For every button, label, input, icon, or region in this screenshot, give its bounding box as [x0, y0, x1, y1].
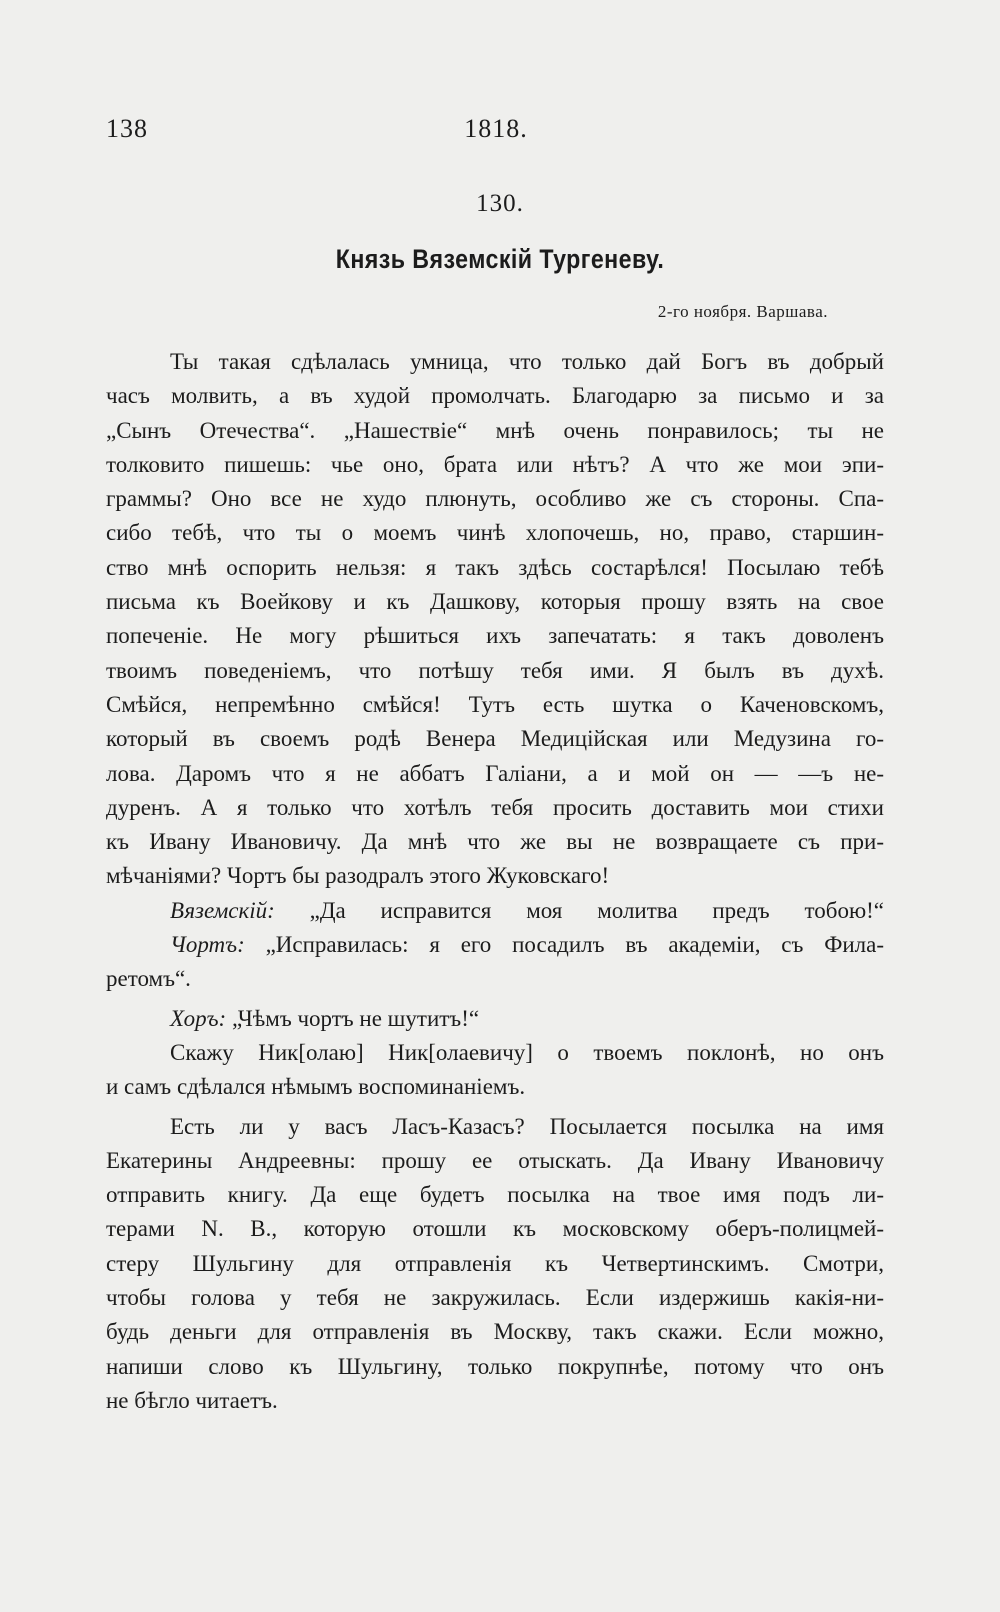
running-year: 1818. [464, 114, 528, 143]
text-line: мѣчаніями? Чортъ бы разодралъ этого Жуковскаго! [106, 863, 610, 889]
text-line: стеру Шульгину для отправленія къ Четвертинскимъ. Смотри, [106, 1250, 884, 1276]
page-number: 138 [106, 114, 148, 143]
text-line: письма къ Воейкову и къ Дашкову, которыя прошу взять на свое [106, 589, 884, 615]
dialogue-line [106, 1002, 884, 1036]
text-line: чтобы голова у тебя не закружилась. Если издержишь какія-ни- [106, 1285, 884, 1311]
text-line: терами N. В., которую отошли къ московскому оберъ-полицмей- [106, 1216, 884, 1242]
text-line: „Сынъ Отечества“. „Нашествіе“ мнѣ очень понравилось; ты не [106, 417, 884, 443]
dialogue-line [106, 928, 884, 962]
text-line: твоимъ поведеніемъ, что потѣшу тебя ими. Я былъ въ духѣ. [106, 657, 884, 683]
text-line: Ты такая сдѣлалась умница, что только дай Богъ въ добрый [170, 349, 884, 374]
letter-title: Князь Вяземскій Тургеневу. [335, 244, 665, 274]
letter-number: 130. [476, 190, 524, 217]
text-line: Смѣйся, непремѣнно смѣйся! Тутъ есть шутка о Каченовскомъ, [106, 691, 884, 717]
text-line: толковито пишешь: чье оно, брата или нѣтъ? А что же мои эпи- [106, 451, 884, 477]
text-line: граммы? Оно все не худо плюнуть, особливо же съ стороны. Спа- [106, 486, 884, 512]
text-line: не бѣгло читаетъ. [106, 1387, 278, 1413]
running-header [106, 114, 886, 154]
text-line: Екатерины Андреевны: прошу ее отыскать. Да Ивану Ивановичу [106, 1147, 884, 1173]
dialogue-speaker: Вяземскій: [170, 897, 275, 923]
text-line: который въ своемъ родѣ Венера Медиційская или Медузина го- [106, 726, 884, 752]
text-line: ство мнѣ оспорить нельзя: я такъ здѣсь состарѣлся! Посылаю тебѣ [106, 554, 884, 580]
dialogue-text: „Да исправится моя молитва предъ тобою!“ [309, 897, 884, 923]
text-line: сибо тебѣ, что ты о моемъ чинѣ хлопочешь, но, право, старшин- [106, 520, 884, 546]
letter-dateline: 2-го ноября. Варшава. [657, 302, 828, 321]
text-line: попеченіе. Не могу рѣшиться ихъ запечатать: я такъ доволенъ [106, 623, 884, 649]
text-line: лова. Даромъ что я не аббатъ Галіани, а и мой он — —ъ не- [106, 760, 884, 786]
text-line: будь деньги для отправленія въ Москву, такъ скажи. Если можно, [106, 1319, 884, 1345]
text-line: къ Ивану Ивановичу. Да мнѣ что же вы не возвращаете съ при- [106, 829, 884, 855]
dialogue-speaker: Хоръ: [170, 1005, 227, 1031]
dialogue-line [106, 894, 884, 928]
dialogue-speaker: Чортъ: [170, 932, 245, 958]
dialogue-text: „Исправилась: я его посадилъ въ академіи, съ Фила- [265, 932, 885, 958]
text-line: дуренъ. А я только что хотѣлъ тебя просить доставить мои стихи [106, 794, 884, 820]
dialogue-line: ретомъ“. [106, 966, 191, 992]
text-line: часъ молвить, а въ худой промолчать. Благодарю за письмо и за [106, 383, 884, 409]
letter-body [106, 345, 884, 1418]
text-line: и самъ сдѣлался нѣмымъ воспоминаніемъ. [106, 1074, 526, 1100]
text-line: напиши слово къ Шульгину, только покрупнѣе, потому что онъ [106, 1353, 884, 1379]
text-line: Скажу Ник[олаю] Ник[олаевичу] о твоемъ поклонѣ, но онъ [170, 1039, 884, 1065]
text-line: отправить книгу. Да еще будетъ посылка на твое имя подъ ли- [106, 1182, 884, 1208]
text-line: Есть ли у васъ Ласъ-Казасъ? Посылается посылка на имя [170, 1113, 884, 1139]
dialogue-text: „Чѣмъ чортъ не шутитъ!“ [231, 1005, 480, 1031]
